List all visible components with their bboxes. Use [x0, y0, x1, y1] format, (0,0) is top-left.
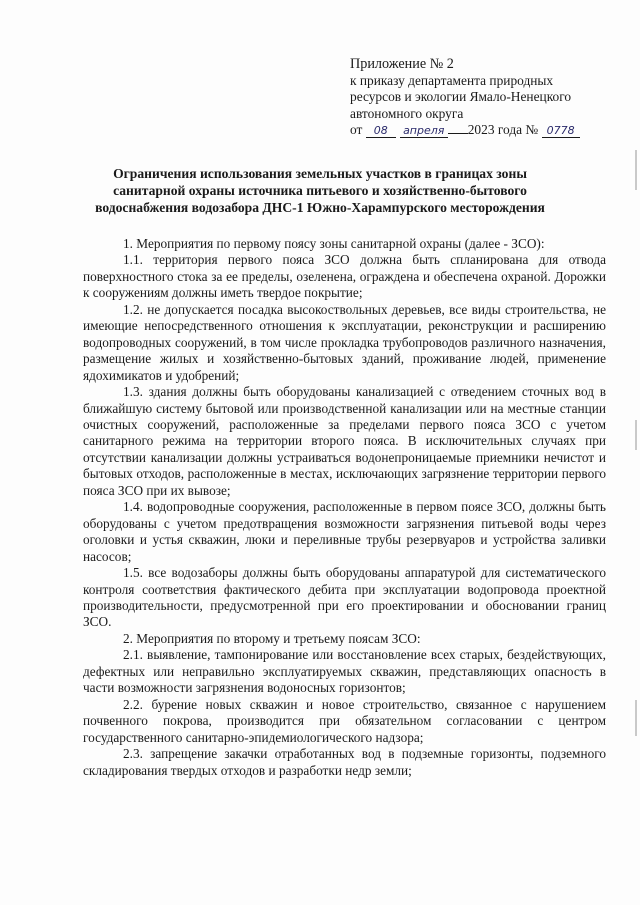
heading-line-3: водоснабжения водозабора ДНС-1 Южно-Харампурского месторождения — [95, 200, 545, 215]
appendix-line-2: ресурсов и экологии Ямало-Ненецкого — [350, 89, 572, 105]
handwritten-day: 08 — [366, 124, 396, 138]
handwritten-month: апреля — [400, 124, 448, 138]
paragraph-1: 1. Мероприятия по первому поясу зоны санитарной охраны (далее - ЗСО): — [123, 236, 545, 251]
paragraph-1-5: 1.5. все водозаборы должны быть оборудованы аппаратурой для систематического контроля соответствия фактического дебита при эксплуатации водопровода проектной производительности, предусмотренной при его проектировании и обосновании границ ЗСО. — [83, 565, 606, 630]
heading-line-1: Ограничения использования земельных участков в границах зоны — [113, 166, 527, 181]
paragraph-2-2: 2.2. бурение новых скважин и новое строительство, связанное с нарушением почвенного покрова, производится при обязательном согласовании с центром государственного санитарно-эпидемиологического надзора; — [83, 696, 606, 745]
appendix-title: Приложение № 2 — [350, 56, 454, 72]
scan-edge-mark — [635, 150, 637, 190]
appendix-line-1: к приказу департамента природных — [350, 73, 554, 89]
paragraph-2: 2. Мероприятия по второму и третьему поясам ЗСО: — [123, 630, 421, 646]
paragraph-1-1: 1.1. территория первого пояса ЗСО должна быть спланирована для отвода поверхностного стока за ее пределы, озеленена, ограждена и обеспечена охраной. Дорожки к сооружениям должны иметь твердое покрытие; — [83, 252, 606, 301]
handwritten-order-number: 0778 — [542, 124, 580, 138]
appendix-line-3: автономного округа — [350, 105, 464, 121]
paragraph-2-1: 2.1. выявление, тампонирование или восстановление всех старых, бездействующих, дефектных или неправильно эксплуатируемых скважин, представляющих опасность в части возможности загрязнения водоносных горизонтов; — [83, 647, 606, 696]
scan-edge-mark — [635, 700, 637, 736]
scan-edge-mark — [635, 420, 637, 450]
appendix-block — [350, 56, 620, 138]
date-prefix: от — [350, 121, 363, 137]
paragraph-1-2: 1.2. не допускается посадка высокоствольных деревьев, все виды строительства, не имеющие непосредственного отношения к эксплуатации, реконструкции и расширению водопроводных сооружений, в том числе прокладка трубопроводов различного назначения, размещение жилых и хозяйственно-бытовых зданий, проживание людей, применение ядохимикатов и удобрений; — [83, 301, 606, 383]
document-body — [83, 236, 606, 779]
heading-line-2: санитарной охраны источника питьевого и хозяйственно-бытового — [113, 183, 527, 198]
appendix-date-line — [350, 122, 620, 138]
document-heading — [40, 165, 600, 216]
paragraph-1-3: 1.3. здания должны быть оборудованы канализацией с отведением сточных вод в ближайшую систему бытовой или производственной канализации или на местные станции очистных сооружений, расположенные за пределами первого пояса ЗСО с учетом санитарного режима на территории второго пояса. В исключительных случаях при отсутствии канализации должны устраиваться водонепроницаемые приемники нечистот и бытовых отходов, расположенные в местах, исключающих загрязнение территории первого пояса ЗСО при их вывозе; — [83, 384, 606, 498]
date-year: 2023 года № — [467, 121, 539, 137]
date-underline — [448, 122, 468, 134]
paragraph-1-4: 1.4. водопроводные сооружения, расположенные в первом поясе ЗСО, должны быть оборудованы с учетом предотвращения возможности загрязнения питьевой воды через оголовки и устья скважин, люки и переливные трубы резервуаров и устройства заливки насосов; — [83, 499, 606, 564]
paragraph-2-3: 2.3. запрещение закачки отработанных вод в подземные горизонты, подземного складирования твердых отходов и разработки недр земли; — [83, 746, 606, 778]
